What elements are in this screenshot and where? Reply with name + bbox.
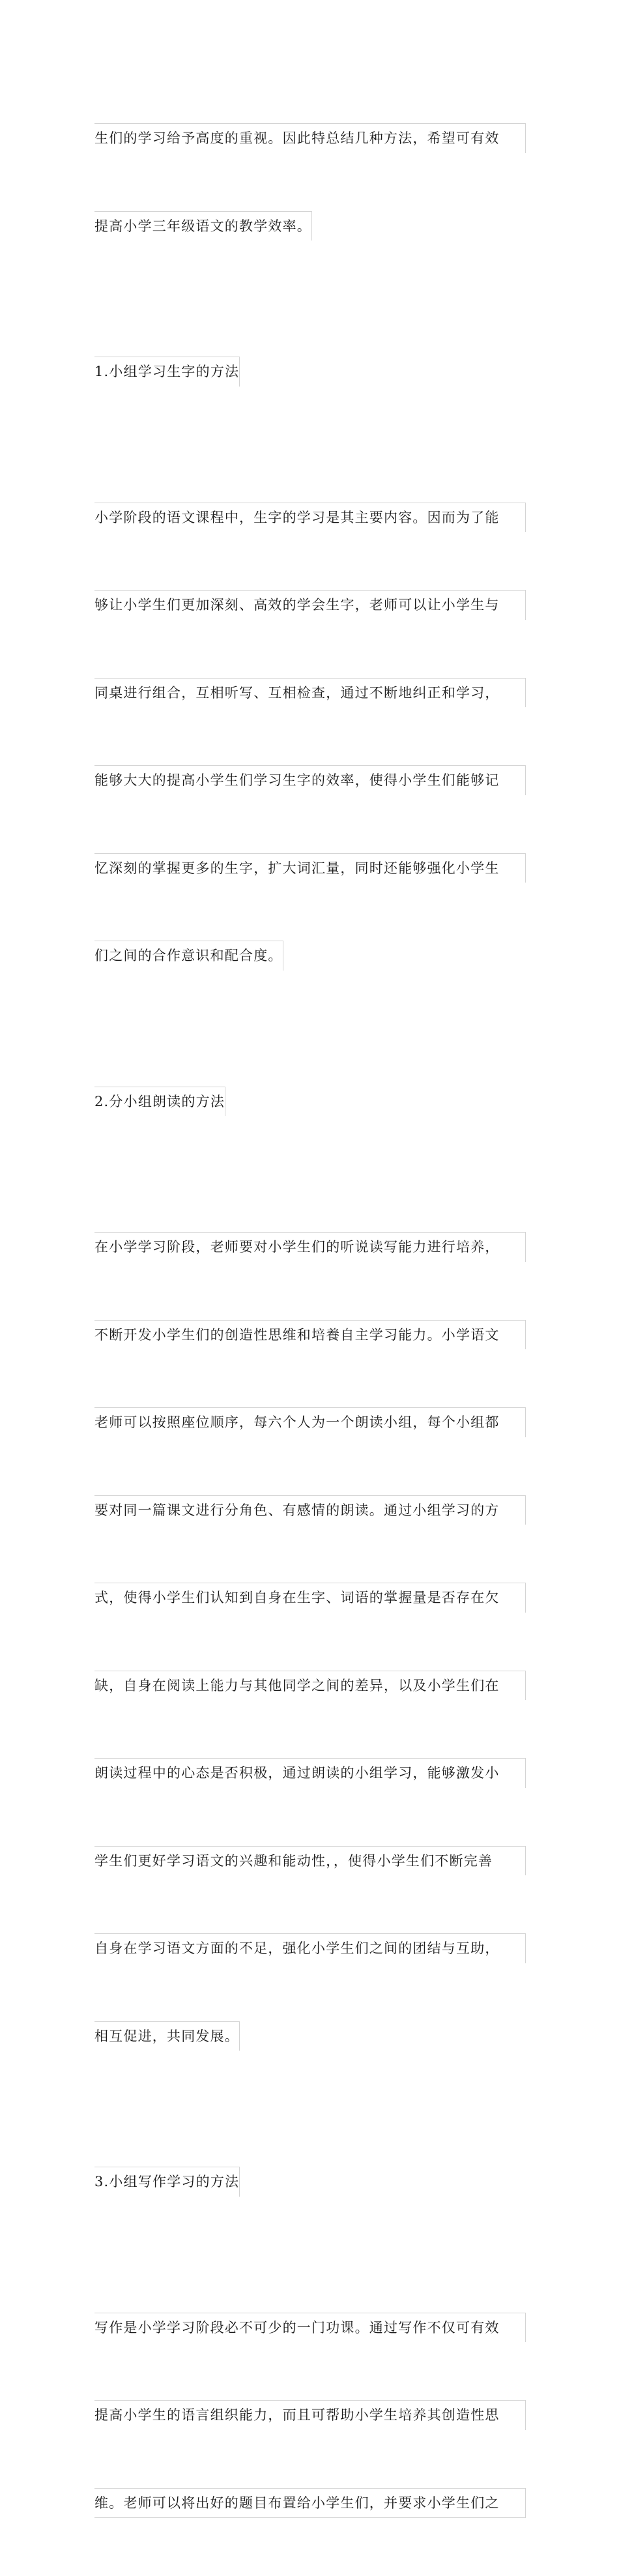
paragraph-section-1 — [94, 445, 526, 1029]
heading-line: 3.小组写作学习的方法 — [94, 2167, 240, 2197]
text-line: 写作是小学学习阶段必不可少的一门功课。通过写作不仅可有效 — [94, 2313, 526, 2343]
section-heading-2 — [94, 1029, 526, 1175]
text-line: 要对同一篇课文进行分角色、有感情的朗读。通过小组学习的方 — [94, 1495, 526, 1525]
text-line: 生们的学习给予高度的重视。因此特总结几种方法，希望可有效 — [94, 123, 526, 153]
text-line: 老师可以按照座位顺序，每六个人为一个朗读小组，每个小组都 — [94, 1407, 526, 1437]
section-heading-3 — [94, 2109, 526, 2255]
text-line: 同桌进行组合，互相听写、互相检查，通过不断地纠正和学习， — [94, 678, 526, 708]
paragraph-section-3 — [94, 2255, 526, 2576]
text-line: 提高小学生的语言组织能力，而且可帮助小学生培养其创造性思 — [94, 2400, 526, 2430]
text-line: 相互促进，共同发展。 — [94, 2021, 240, 2051]
text-line: 们之间的合作意识和配合度。 — [94, 941, 283, 971]
text-line: 能够大大的提高小学生们学习生字的效率，使得小学生们能够记 — [94, 765, 526, 795]
text-line: 朗读过程中的心态是否积极，通过朗读的小组学习，能够激发小 — [94, 1758, 526, 1788]
document-page — [94, 65, 526, 2576]
heading-line: 2.分小组朗读的方法 — [94, 1087, 225, 1117]
text-line: 够让小学生们更加深刻、高效的学会生字，老师可以让小学生与 — [94, 590, 526, 620]
text-line: 忆深刻的掌握更多的生字，扩大词汇量，同时还能够强化小学生 — [94, 853, 526, 883]
heading-line: 1.小组学习生字的方法 — [94, 357, 240, 387]
paragraph-intro-continued — [94, 65, 526, 299]
section-heading-1 — [94, 299, 526, 445]
text-line: 自身在学习语文方面的不足，强化小学生们之间的团结与互助， — [94, 1933, 526, 1963]
text-line: 式，使得小学生们认知到自身在生字、词语的掌握量是否存在欠 — [94, 1583, 526, 1613]
text-line: 小学阶段的语文课程中，生字的学习是其主要内容。因而为了能 — [94, 503, 526, 533]
text-line: 维。老师可以将出好的题目布置给小学生们，并要求小学生们之 — [94, 2488, 526, 2519]
text-line: 提高小学三年级语文的教学效率。 — [94, 211, 312, 241]
text-line: 学生们更好学习语文的兴趣和能动性，，使得小学生们不断完善 — [94, 1846, 526, 1876]
text-line: 在小学学习阶段，老师要对小学生们的听说读写能力进行培养， — [94, 1232, 526, 1262]
text-line: 缺，自身在阅读上能力与其他同学之间的差异，以及小学生们在 — [94, 1671, 526, 1701]
text-line: 不断开发小学生们的创造性思维和培養自主学习能力。小学语文 — [94, 1320, 526, 1350]
paragraph-section-2 — [94, 1174, 526, 2109]
